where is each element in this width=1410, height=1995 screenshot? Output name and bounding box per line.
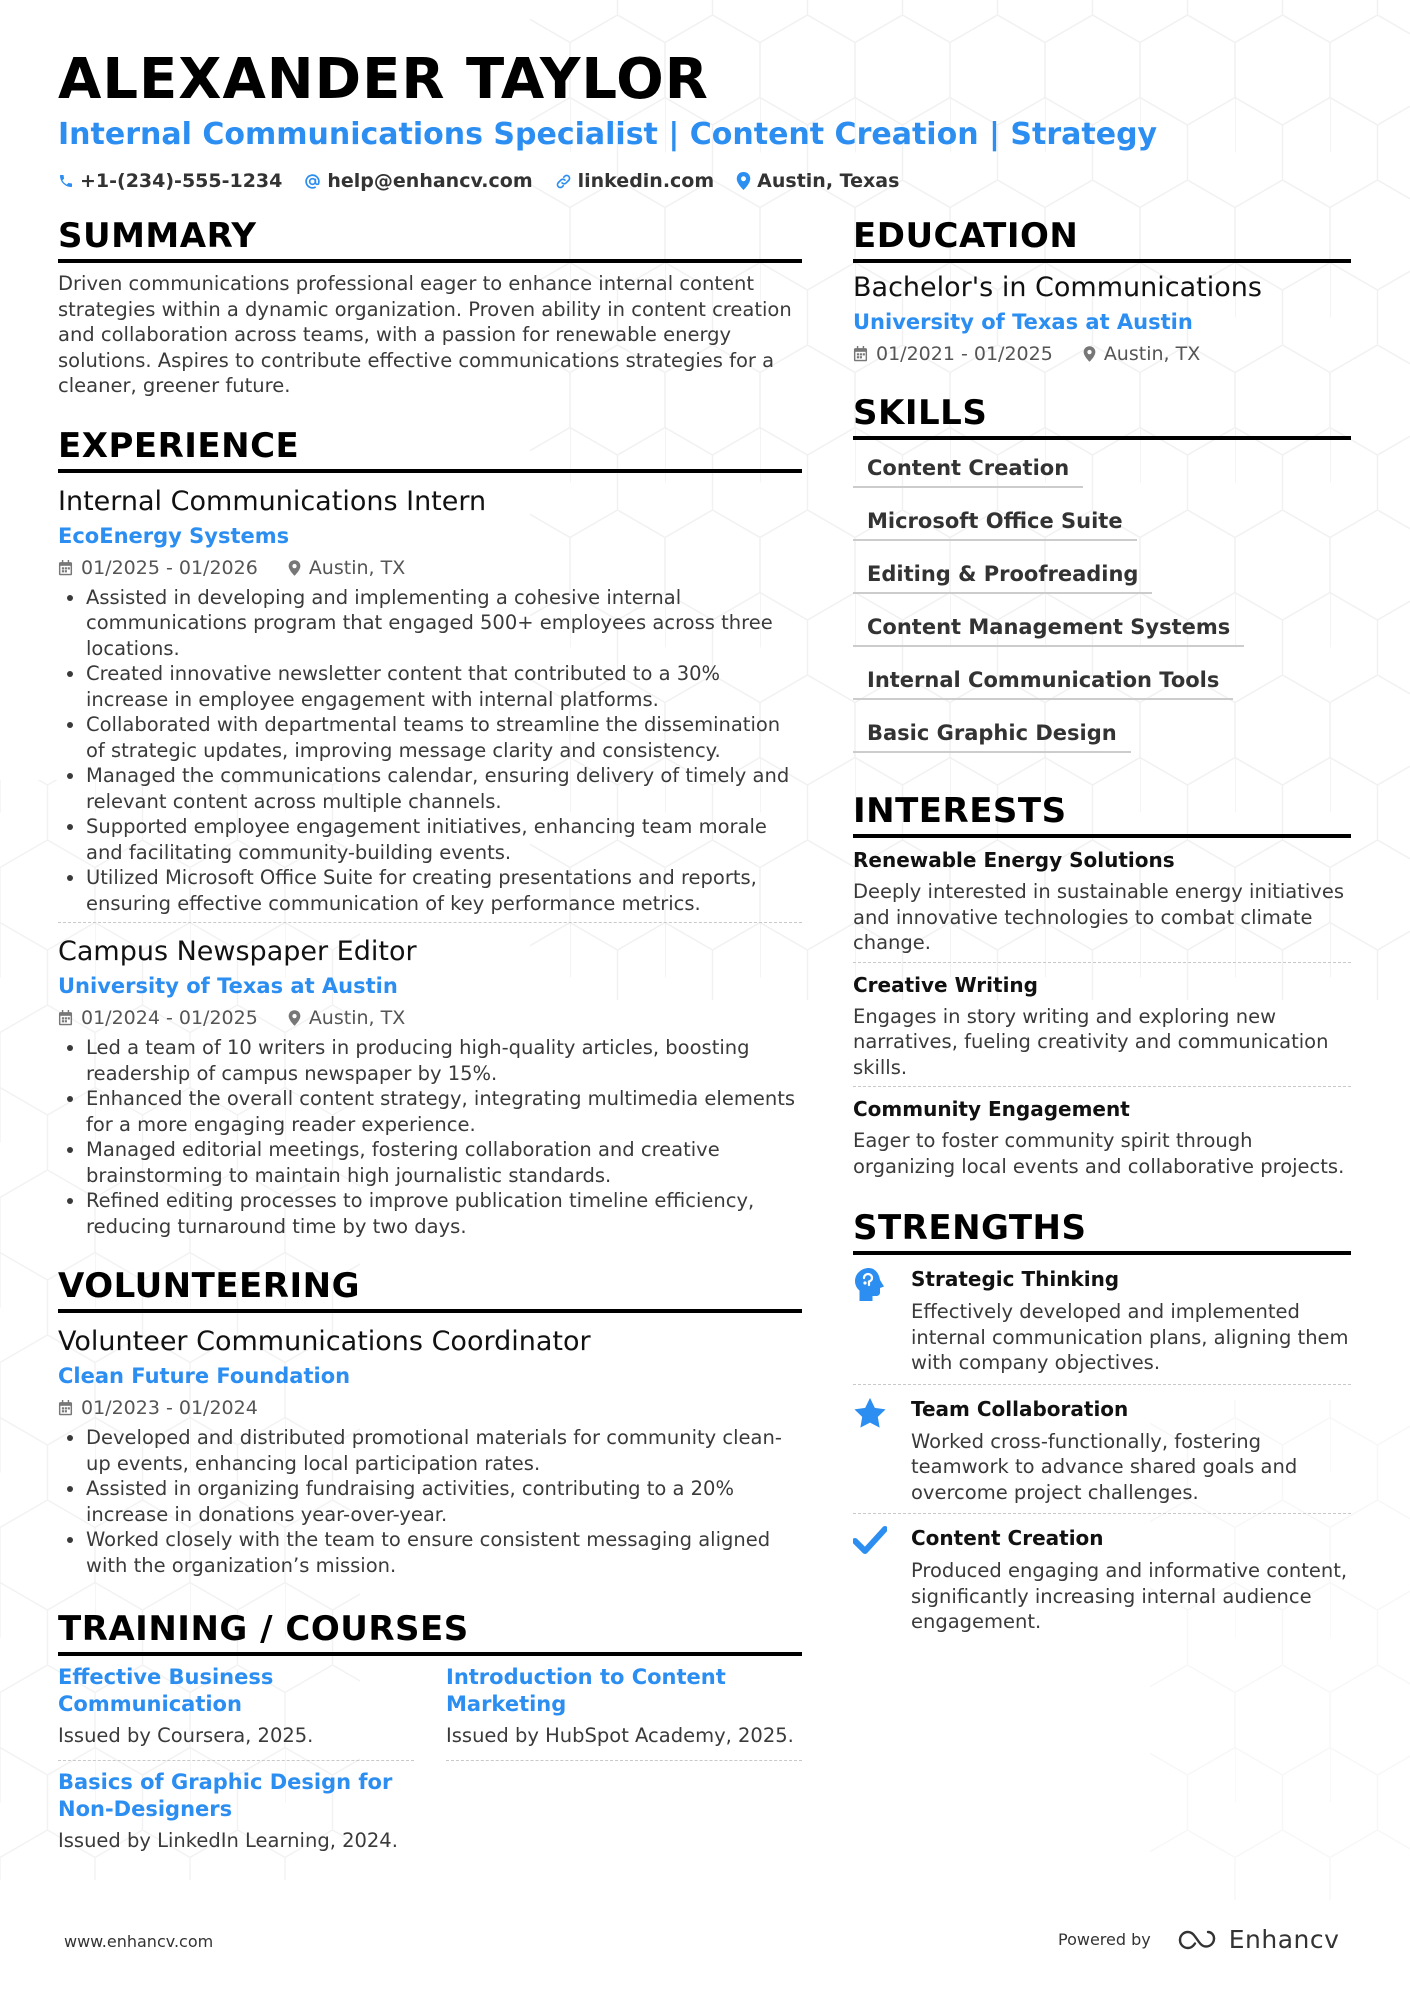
candidate-headline: Internal Communications Specialist | Content Creation | Strategy — [58, 117, 1158, 152]
experience-section — [58, 425, 802, 1240]
interest-description: Eager to foster community spirit through organizing local events and collaborative projects. — [853, 1129, 1345, 1178]
skill-tag: Content Creation — [853, 446, 1083, 488]
bullet-item: • Collaborated with departmental teams to streamline the dissemination of strategic updates, improving message clarity and consistency. — [86, 712, 802, 763]
bullet-item: • Created innovative newsletter content that contributed to a 30% increase in employee engagement with internal platforms. — [86, 661, 802, 712]
bullet-item: • Refined editing processes to improve publication timeline efficiency, reducing turnaround time by two days. — [86, 1188, 802, 1239]
experience-entry — [58, 933, 802, 1239]
summary-section — [58, 215, 802, 399]
right-column — [853, 215, 1351, 1643]
degree-title: Bachelor's in Communications — [853, 272, 1262, 303]
bullet-item: • Worked closely with the team to ensure consistent messaging aligned with the organization’s mission. — [86, 1527, 802, 1578]
course-item — [58, 1664, 414, 1761]
bullet-item: • Developed and distributed promotional materials for community clean-up events, enhancing local participation rates. — [86, 1425, 802, 1476]
bullet-item: • Enhanced the overall content strategy, integrating multimedia elements for a more engaging reader experience. — [86, 1086, 802, 1137]
contact-location — [736, 170, 899, 192]
skill-tag: Basic Graphic Design — [853, 711, 1131, 753]
calendar-icon — [58, 1010, 73, 1026]
strength-item — [853, 1255, 1351, 1385]
job-title: Campus Newspaper Editor — [58, 936, 417, 967]
job-location: Austin, TX — [308, 556, 406, 579]
strengths-heading: STRENGTHS — [853, 1207, 1351, 1255]
skill-tag: Internal Communication Tools — [853, 658, 1233, 700]
interest-item — [853, 1087, 1351, 1185]
course-item — [58, 1769, 414, 1865]
job-bullets — [58, 1035, 802, 1239]
interests-section — [853, 790, 1351, 1185]
skills-heading: SKILLS — [853, 392, 1351, 440]
phone-text: +1-(234)-555-1234 — [80, 170, 283, 192]
interest-title: Community Engagement — [853, 1097, 1130, 1121]
location-pin-icon — [1083, 346, 1096, 362]
interest-title: Renewable Energy Solutions — [853, 848, 1175, 872]
strength-description: Worked cross-functionally, fostering teamwork to advance shared goals and overcome project challenges. — [911, 1429, 1298, 1504]
skill-tag: Microsoft Office Suite — [853, 499, 1137, 541]
skills-list — [853, 446, 1351, 764]
candidate-name: ALEXANDER TAYLOR — [58, 47, 709, 112]
strength-item — [853, 1514, 1351, 1643]
interest-description: Engages in story writing and exploring new narratives, fueling creativity and communication skills. — [853, 1004, 1329, 1079]
powered-by-label: Powered by — [1058, 1930, 1151, 1949]
bullet-item: • Managed editorial meetings, fostering collaboration and creative brainstorming to maintain high journalistic standards. — [86, 1137, 802, 1188]
strength-title: Content Creation — [911, 1526, 1104, 1550]
job-meta — [58, 1004, 802, 1032]
volunteering-entry — [58, 1323, 802, 1578]
checkmark-icon — [853, 1526, 887, 1554]
strengths-section — [853, 1207, 1351, 1643]
location-pin-icon — [736, 172, 751, 190]
contact-email[interactable] — [304, 170, 532, 192]
bullet-item: • Supported employee engagement initiatives, enhancing team morale and facilitating community-building events. — [86, 814, 802, 865]
phone-icon — [58, 173, 74, 189]
interest-title: Creative Writing — [853, 972, 1038, 997]
location-pin-icon — [288, 560, 301, 576]
company-name: EcoEnergy Systems — [58, 523, 290, 548]
bullet-item: • Assisted in organizing fundraising activities, contributing to a 20% increase in donations year-over-year. — [86, 1476, 802, 1527]
job-title: Internal Communications Intern — [58, 485, 487, 517]
course-title: Effective Business Communication — [58, 1665, 274, 1716]
volunteer-dates: 01/2023 - 01/2024 — [81, 1397, 258, 1419]
brain-head-icon — [853, 1267, 887, 1303]
contact-phone[interactable] — [58, 170, 282, 192]
enhancv-logo[interactable] — [1177, 1925, 1340, 1954]
education-dates: 01/2021 - 01/2025 — [876, 343, 1053, 365]
interest-description: Deeply interested in sustainable energy initiatives and innovative technologies to combat climate change. — [853, 880, 1345, 954]
volunteering-section — [58, 1265, 802, 1578]
bullet-item: • Utilized Microsoft Office Suite for creating presentations and reports, ensuring effective communication of key performance metrics. — [86, 865, 802, 916]
school-name: University of Texas at Austin — [853, 310, 1193, 334]
contact-bar — [58, 167, 921, 195]
star-icon — [853, 1397, 887, 1430]
education-section — [853, 215, 1351, 368]
education-meta — [853, 340, 1351, 368]
footer-branding — [1058, 1925, 1339, 1954]
course-title: Introduction to Content Marketing — [446, 1665, 726, 1716]
course-title: Basics of Graphic Design for Non-Designers — [58, 1770, 393, 1821]
experience-entry — [58, 483, 802, 924]
training-section — [58, 1608, 802, 1873]
strength-item — [853, 1385, 1351, 1515]
footer-website[interactable]: www.enhancv.com — [64, 1932, 214, 1951]
volunteer-meta — [58, 1394, 802, 1422]
skill-tag: Content Management Systems — [853, 605, 1244, 647]
job-bullets — [58, 585, 802, 917]
enhancv-logo-icon — [1177, 1929, 1221, 1951]
volunteer-bullets — [58, 1425, 802, 1578]
strength-description: Produced engaging and informative content, significantly increasing internal audience engagement. — [911, 1559, 1348, 1633]
skill-tag: Editing & Proofreading — [853, 552, 1152, 594]
course-issuer: Issued by LinkedIn Learning, 2024. — [58, 1829, 398, 1852]
course-issuer: Issued by HubSpot Academy, 2025. — [446, 1724, 794, 1747]
link-icon — [555, 173, 572, 190]
location-pin-icon — [288, 1010, 301, 1026]
job-meta — [58, 554, 802, 582]
calendar-icon — [58, 560, 73, 576]
volunteering-heading: VOLUNTEERING — [58, 1265, 802, 1313]
interest-item — [853, 838, 1351, 963]
training-heading: TRAINING / COURSES — [58, 1608, 802, 1656]
job-location: Austin, TX — [308, 1007, 406, 1029]
volunteer-role: Volunteer Communications Coordinator — [58, 1326, 591, 1357]
summary-heading: SUMMARY — [58, 215, 802, 263]
strength-description: Effectively developed and implemented internal communication plans, aligning them with company objectives. — [911, 1300, 1349, 1374]
strength-title: Team Collaboration — [911, 1396, 1129, 1421]
calendar-icon — [853, 346, 868, 362]
interest-item — [853, 963, 1351, 1088]
job-dates: 01/2024 - 01/2025 — [81, 1007, 258, 1029]
course-item — [446, 1664, 802, 1761]
brand-name: Enhancv — [1228, 1925, 1340, 1954]
bullet-item: • Assisted in developing and implementing a cohesive internal communications program that engaged 500+ employees across three locations. — [86, 585, 802, 662]
at-sign-icon — [304, 173, 321, 190]
job-dates: 01/2025 - 01/2026 — [81, 556, 258, 579]
bullet-item: • Managed the communications calendar, ensuring delivery of timely and relevant content across multiple channels. — [86, 763, 802, 814]
email-text: help@enhancv.com — [327, 170, 533, 192]
skills-section — [853, 392, 1351, 764]
left-column — [58, 215, 802, 1873]
company-name: University of Texas at Austin — [58, 974, 398, 998]
strength-title: Strategic Thinking — [911, 1267, 1120, 1291]
education-location: Austin, TX — [1103, 343, 1201, 365]
summary-text: Driven communications professional eager to enhance internal content strategies within a dynamic organization. Proven ability in content creation and collaboration across teams, with a passion for renewable energy solutions. Aspires to contribute effective communications strategies for a cleaner, greener future. — [58, 272, 792, 397]
interests-heading: INTERESTS — [853, 790, 1351, 838]
linkedin-text: linkedin.com — [577, 170, 715, 192]
organization-name: Clean Future Foundation — [58, 1364, 351, 1388]
location-text: Austin, Texas — [757, 170, 900, 192]
education-heading: EDUCATION — [853, 215, 1351, 263]
contact-linkedin[interactable] — [555, 170, 715, 192]
course-issuer: Issued by Coursera, 2025. — [58, 1724, 314, 1747]
training-list — [58, 1664, 802, 1873]
calendar-icon — [58, 1400, 73, 1416]
bullet-item: • Led a team of 10 writers in producing high-quality articles, boosting readership of campus newspaper by 15%. — [86, 1035, 802, 1086]
experience-heading: EXPERIENCE — [58, 425, 802, 473]
